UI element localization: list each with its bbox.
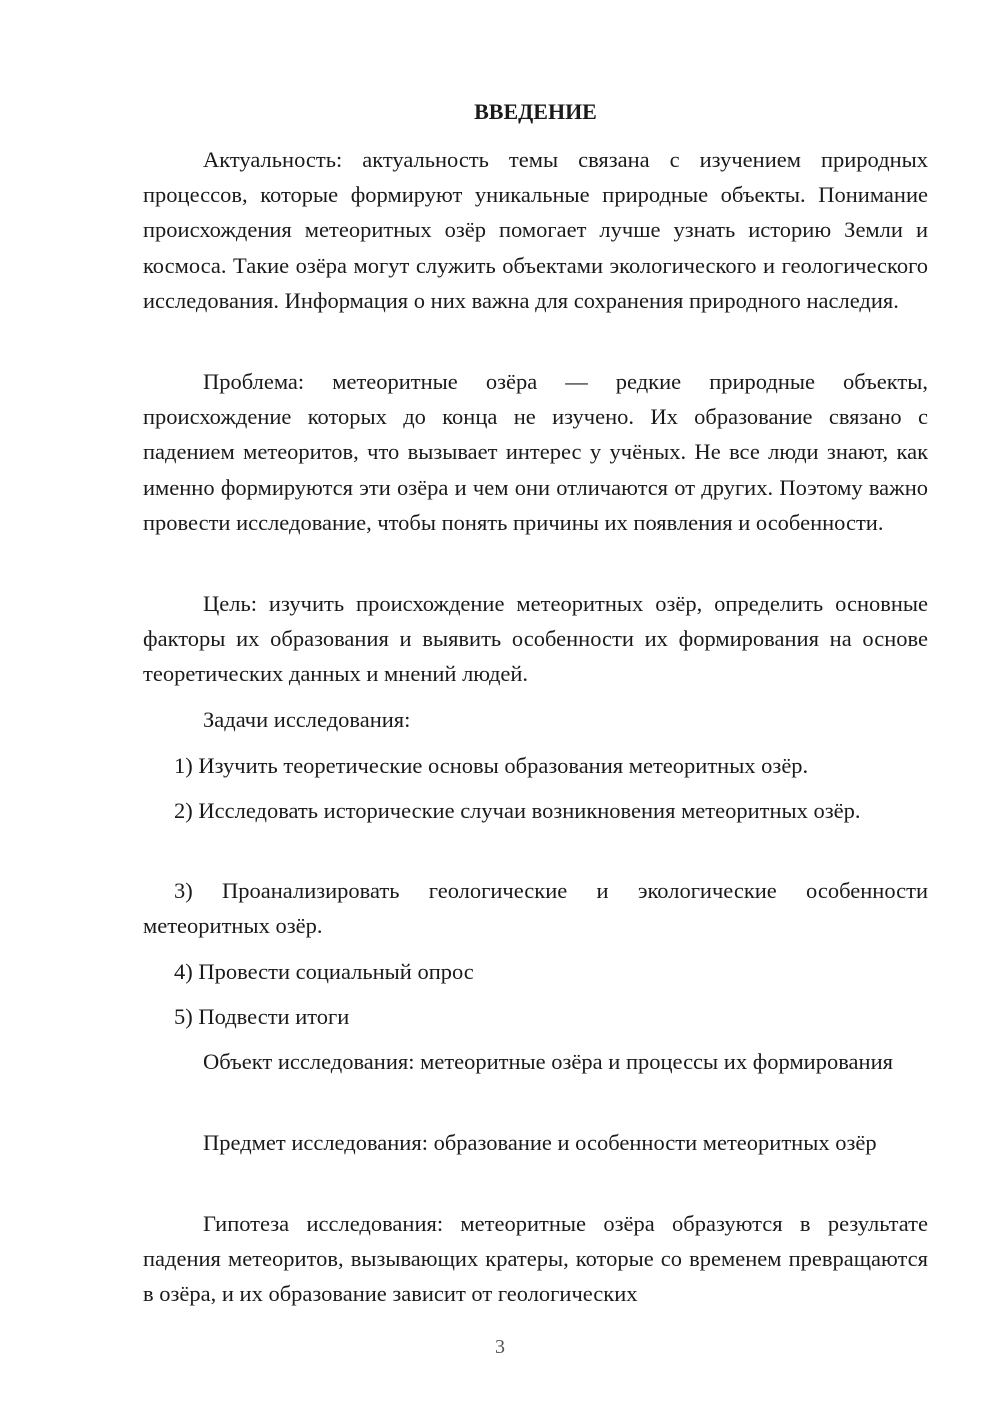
hypothesis-paragraph: Гипотеза исследования: метеоритные озёра образуются в результате падения метеоритов, вызывающих кратеры, которые со временем превращаются в озёра, и их образование зависит от геологических [143,1211,928,1307]
task-item-3: 3) Проанализировать геологические и экологические особенности метеоритных озёр. [143,878,928,939]
section-title: ВВЕДЕНИЕ [474,99,597,124]
problem-paragraph: Проблема: метеоритные озёра — редкие природные объекты, происхождение которых до конца не изучено. Их образование связано с падением метеоритов, что вызывает интерес у учёных. Не все люди знают, как именно формируются эти озёра и чем они отличаются от других. Поэтому важно провести исследование, чтобы понять причины их появления и особенности. [143,369,928,535]
task-item-2: 2) Исследовать исторические случаи возникновения метеоритных озёр. [174,798,861,823]
object-paragraph: Объект исследования: метеоритные озёра и процессы их формирования [203,1049,893,1074]
task-item-1: 1) Изучить теоретические основы образования метеоритных озёр. [174,753,809,778]
relevance-paragraph: Актуальность: актуальность темы связана с изучением природных процессов, которые формируют уникальные природные объекты. Понимание происхождения метеоритных озёр помогает лучше узнать историю Земли и космоса. Такие озёра могут служить объектами экологического и геологического исследования. Информация о них важна для сохранения природного наследия. [143,147,928,313]
task-item-5: 5) Подвести итоги [174,1004,350,1029]
goal-paragraph: Цель: изучить происхождение метеоритных озёр, определить основные факторы их образования и выявить особенности их формирования на основе теоретических данных и мнений людей. [143,591,928,687]
page-number: 3 [495,1336,505,1358]
task-item-4: 4) Провести социальный опрос [174,959,474,984]
subject-paragraph: Предмет исследования: образование и особенности метеоритных озёр [203,1130,877,1155]
tasks-heading: Задачи исследования: [203,707,411,732]
